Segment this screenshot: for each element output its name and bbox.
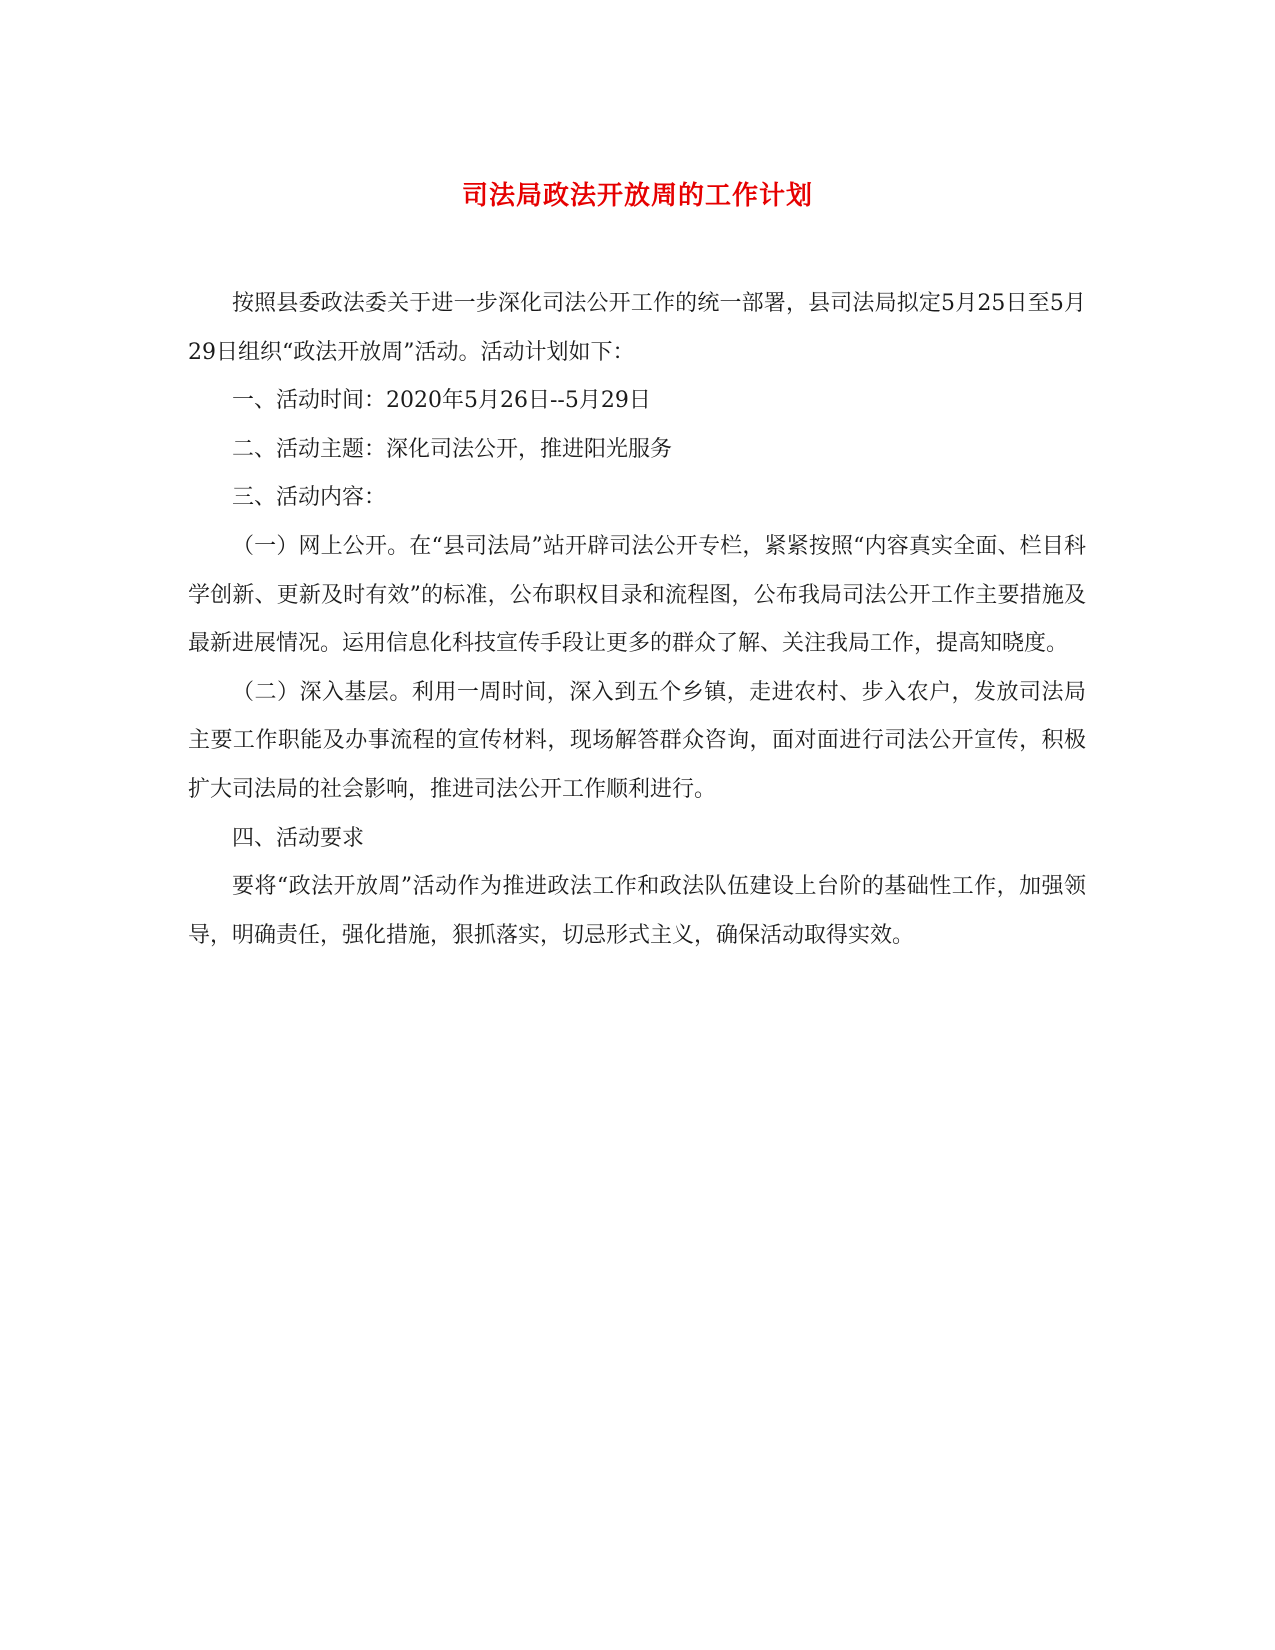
activity-content-heading: 三、活动内容：: [232, 485, 387, 511]
document-title: 司法局政法开放周的工作计划: [461, 181, 813, 211]
activity-theme-paragraph: 二、活动主题：深化司法公开，推进阳光服务: [232, 436, 673, 462]
requirements-paragraph: 要将“政法开放周”活动作为推进政法工作和政法队伍建设上台阶的基础性工作，加强领导，明确责任，强化措施，狠抓落实，切忌形式主义，确保活动取得实效。: [188, 874, 1086, 948]
online-disclosure-paragraph: （一）网上公开。在“县司法局”站开辟司法公开专栏，紧紧按照“内容真实全面、栏目科学创新、更新及时有效”的标准，公布职权目录和流程图，公布我局司法公开工作主要措施及最新进展情况。运用信息化科技宣传手段让更多的群众了解、关注我局工作，提高知晓度。: [188, 533, 1086, 657]
intro-paragraph: 按照县委政法委关于进一步深化司法公开工作的统一部署，县司法局拟定5月25日至5月29日组织“政法开放周”活动。活动计划如下：: [188, 291, 1086, 365]
grassroots-paragraph: （二）深入基层。利用一周时间，深入到五个乡镇，走进农村、步入农户，发放司法局主要工作职能及办事流程的宣传材料，现场解答群众咨询，面对面进行司法公开宣传，积极扩大司法局的社会影响，推进司法公开工作顺利进行。: [188, 679, 1086, 802]
activity-requirements-heading: 四、活动要求: [232, 825, 365, 851]
document-body: [188, 280, 1086, 960]
activity-time-paragraph: 一、活动时间：2020年5月26日--5月29日: [232, 388, 651, 414]
